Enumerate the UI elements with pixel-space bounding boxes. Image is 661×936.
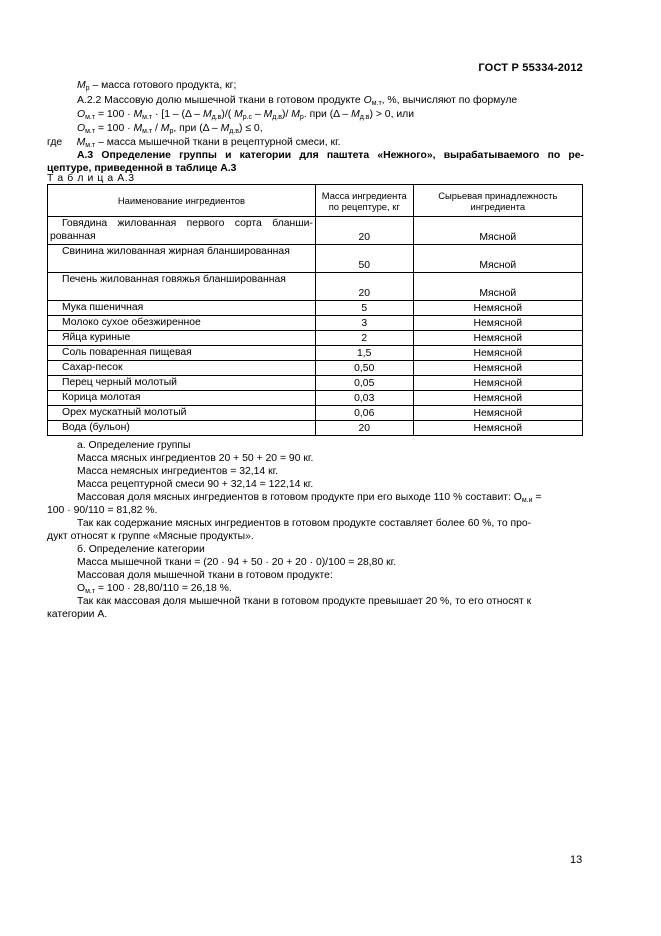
ingredient-mass: 0,06 xyxy=(315,406,413,421)
category-heading: б. Определение категории xyxy=(77,544,205,555)
table-row xyxy=(48,245,583,273)
ingredient-name: Корица молотая xyxy=(48,391,316,406)
formula-1: $O_{м.т} = 100 \cdot M_{м.т} \cdot [1 - (\Delta - M_{д.в})/$( $M_{р.с} - M_{д.в})/$ $M_р$. при $(\Delta - M_{д.в}) > 0$, или xyxy=(77,109,415,121)
ingredient-kind: Немясной xyxy=(413,316,582,331)
ingredient-mass: 3 xyxy=(315,316,413,331)
table-row xyxy=(48,361,583,376)
a22-paragraph: А.2.2 Массовую долю мышечной ткани в готовом продукте $O_{м.т}$, %, вычисляют по формуле xyxy=(77,95,518,107)
mmt-definition: где $M_{м.т}$ – масса мышечной ткани в рецептурной смеси, кг. xyxy=(47,137,341,149)
ingredient-kind: Немясной xyxy=(413,421,582,436)
ingredient-name: Мука пшеничная xyxy=(48,301,316,316)
table-row xyxy=(48,376,583,391)
ingredient-name: Орех мускатный молотый xyxy=(48,406,316,421)
calc-line: Масса немясных ингредиентов = 32,14 кг. xyxy=(77,466,279,477)
table-row xyxy=(48,316,583,331)
calc-line: дукт относят к группе «Мясные продукты». xyxy=(47,531,254,542)
ingredient-mass: 1,5 xyxy=(315,346,413,361)
a3-heading-line1: А.3 Определение группы и категории для паштета «Нежного», вырабатываемого по ре- xyxy=(77,150,584,161)
ingredient-kind: Мясной xyxy=(413,273,582,301)
ingredient-name: Молоко сухое обезжиренное xyxy=(48,316,316,331)
ingredient-kind: Мясной xyxy=(413,217,582,245)
ingredient-name: Соль поваренная пищевая xyxy=(48,346,316,361)
ingredient-mass: 0,50 xyxy=(315,361,413,376)
table-row xyxy=(48,391,583,406)
calc-line: $О_{м.т} = 100 \cdot 28,80/110 = 26,18$ %. xyxy=(77,583,232,595)
ingredient-kind: Немясной xyxy=(413,391,582,406)
mp-definition: $M_р$ – масса готового продукта, кг; xyxy=(77,80,237,92)
calc-line: Так как содержание мясных ингредиентов в готовом продукте составляет более 60 %, то про- xyxy=(77,518,532,529)
table-header-row xyxy=(48,185,583,217)
ingredients-table xyxy=(47,184,583,436)
ingredient-name: Перец черный молотый xyxy=(48,376,316,391)
ingredient-name: Свинина жилованная жирная бланшированная xyxy=(48,245,316,273)
ingredient-mass: 20 xyxy=(315,421,413,436)
table-row xyxy=(48,301,583,316)
ingredient-mass: 50 xyxy=(315,245,413,273)
ingredient-kind: Немясной xyxy=(413,376,582,391)
ingredient-kind: Немясной xyxy=(413,301,582,316)
table-caption: Т а б л и ц а А.3 xyxy=(47,173,135,184)
ingredient-kind: Немясной xyxy=(413,361,582,376)
ingredient-mass: 2 xyxy=(315,331,413,346)
table-row xyxy=(48,273,583,301)
ingredient-kind: Мясной xyxy=(413,245,582,273)
calc-line: категории А. xyxy=(47,609,108,620)
ingredient-kind: Немясной xyxy=(413,346,582,361)
calc-line: Массовая доля мышечной ткани в готовом продукте: xyxy=(77,570,333,581)
ingredient-name: Яйца куриные xyxy=(48,331,316,346)
ingredient-name-cont: рованная xyxy=(50,231,96,242)
ingredient-kind: Немясной xyxy=(413,331,582,346)
table-row xyxy=(48,331,583,346)
ingredient-name: Говядина жилованная первого сорта бланши- xyxy=(62,218,313,229)
calc-line: Массовая доля мясных ингредиентов в готовом продукте при его выходе 110 % составит: $О_{м.и}$ = xyxy=(77,492,542,504)
calc-line: 100 · 90/110 = 81,82 %. xyxy=(47,505,158,516)
column-header-mass: Масса ингредиента по рецептуре, кг xyxy=(315,185,413,217)
a3-heading-line2: цептуре, приведенной в таблице А.3 xyxy=(47,163,237,174)
formula-2: $O_{м.т} = 100 \cdot M_{м.т} / M_р$, при $(\Delta - M_{д.в}) \le 0$, xyxy=(77,123,263,135)
table-row xyxy=(48,346,583,361)
ingredient-mass: 0,03 xyxy=(315,391,413,406)
calc-line: Так как массовая доля мышечной ткани в готовом продукте превышает 20 %, то его относят к xyxy=(77,596,532,607)
ingredient-mass: 5 xyxy=(315,301,413,316)
table-row xyxy=(48,217,583,245)
calc-line: Масса мясных ингредиентов 20 + 50 + 20 = 90 кг. xyxy=(77,453,314,464)
table-row xyxy=(48,406,583,421)
column-header-kind: Сырьевая принадлежность ингредиента xyxy=(413,185,582,217)
ingredient-name: Печень жилованная говяжья бланшированная xyxy=(48,273,316,301)
calc-line: Масса рецептурной смеси 90 + 32,14 = 122,14 кг. xyxy=(77,479,314,490)
calc-line: Масса мышечной ткани = (20 · 94 + 50 · 20 + 20 · 0)/100 = 28,80 кг. xyxy=(77,557,397,568)
ingredient-name: Сахар-песок xyxy=(48,361,316,376)
ingredient-name: Вода (бульон) xyxy=(48,421,316,436)
table-row xyxy=(48,421,583,436)
column-header-name: Наименование ингредиентов xyxy=(48,185,316,217)
standard-header: ГОСТ Р 55334-2012 xyxy=(478,62,583,74)
ingredient-mass: 20 xyxy=(315,273,413,301)
ingredient-mass: 20 xyxy=(315,217,413,245)
ingredient-mass: 0,05 xyxy=(315,376,413,391)
ingredient-kind: Немясной xyxy=(413,406,582,421)
page-number: 13 xyxy=(570,854,583,866)
group-heading: а. Определение группы xyxy=(77,440,191,451)
